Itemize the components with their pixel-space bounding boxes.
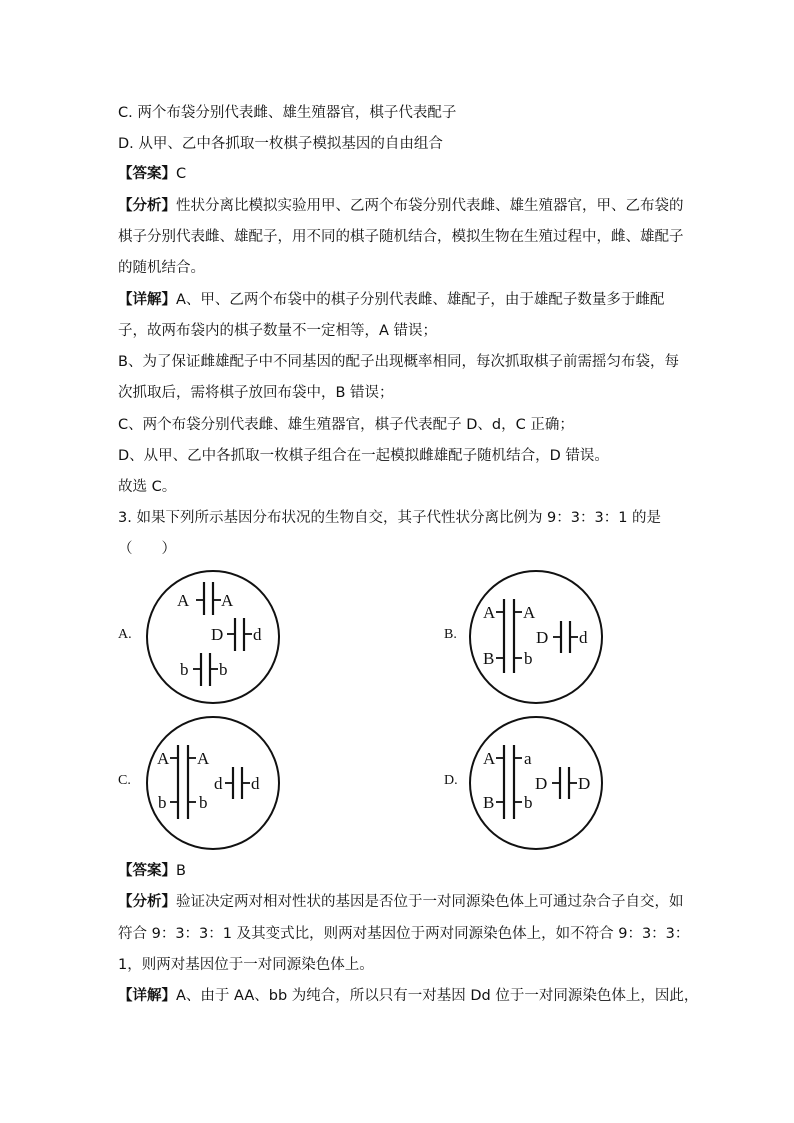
gene-b-left: B [483,649,495,668]
analysis-1-c: 的随机结合。 [118,260,205,276]
option-c-label: C. [118,773,131,788]
detail-text: A、甲、乙两个布袋中的棋子分别代表雌、雄配子，由于雄配子数量多于雌配 [176,292,665,308]
detail-tag: 【详解】 [118,292,176,308]
option-a-label: A. [118,627,132,642]
gene-a-left: A [157,749,170,768]
gene-d-left: D [211,625,224,644]
diagram-c [143,713,283,853]
gene-a-right: a [524,749,532,768]
detail-1-b: 子，故两布袋内的棋子数量不一定相等，A 错误； [118,323,438,339]
gene-b-right: b [524,793,533,812]
detail-1-g: 故选 C。 [118,479,177,495]
question-3-b: （ ） [118,541,176,557]
option-d-text: D. 从甲、乙中各抓取一枚棋子模拟基因的自由组合 [118,136,443,152]
gene-d-left: D [536,628,549,647]
gene-d-right: d [251,774,260,793]
analysis-1-a [118,196,684,216]
gene-d-right: d [253,625,262,644]
analysis-1-b: 棋子分别代表雌、雄配子，用不同的棋子随机结合，模拟生物在生殖过程中，雌、雄配子 [118,229,684,245]
detail-1-a [118,290,664,310]
detail-1-d: 次抓取后，需将棋子放回布袋中，B 错误； [118,385,394,401]
gene-d-right: D [578,774,591,793]
gene-b-right: b [524,649,533,668]
analysis-tag: 【分析】 [118,198,176,214]
diagram-b [466,567,606,707]
answer-1 [118,164,186,184]
answer-2 [118,861,186,881]
analysis-2-c: 1，则两对基因位于一对同源染色体上。 [118,957,374,973]
gene-a-right: A [197,749,210,768]
answer-value: C [176,166,187,182]
gene-d-right: d [579,628,588,647]
detail-1-f: D、从甲、乙中各抓取一枚棋子组合在一起模拟雌雄配子随机结合，D 错误。 [118,448,609,464]
answer-tag: 【答案】 [118,166,176,182]
diagram-d [466,713,606,853]
option-c-text: C. 两个布袋分别代表雌、雄生殖器官，棋子代表配子 [118,105,457,121]
gene-b-right: b [219,660,228,679]
answer-value: B [176,863,186,879]
gene-a-left: A [177,591,190,610]
gene-a-left: A [483,749,496,768]
detail-tag: 【详解】 [118,988,176,1004]
analysis-text: 性状分离比模拟实验用甲、乙两个布袋分别代表雌、雄生殖器官，甲、乙布袋的 [176,198,684,214]
analysis-text: 验证决定两对相对性状的基因是否位于一对同源染色体上可通过杂合子自交，如 [176,894,684,910]
analysis-tag: 【分析】 [118,894,176,910]
gene-b-left: B [483,793,495,812]
detail-2-a [118,986,698,1006]
question-3-a: 3. 如果下列所示基因分布状况的生物自交，其子代性状分离比例为 9：3：3：1 的是 [118,510,662,526]
gene-a-right: A [221,591,234,610]
gene-a-right: A [523,603,536,622]
detail-1-e: C、两个布袋分别代表雌、雄生殖器官，棋子代表配子 D、d，C 正确； [118,417,574,433]
gene-b-left: b [158,793,167,812]
detail-text: A、由于 AA、bb 为纯合，所以只有一对基因 Dd 位于一对同源染色体上，因此， [176,988,699,1004]
gene-d-left: D [535,774,548,793]
analysis-2-a [118,892,684,912]
answer-tag: 【答案】 [118,863,176,879]
detail-1-c: B、为了保证雌雄配子中不同基因的配子出现概率相同，每次抓取棋子前需摇匀布袋，每 [118,354,679,370]
gene-b-right: b [199,793,208,812]
option-b-label: B. [444,627,457,642]
analysis-2-b: 符合 9：3：3：1 及其变式比，则两对基因位于两对同源染色体上，如不符合 9：3：3： [118,926,690,942]
gene-b-left: b [180,660,189,679]
option-d-label: D. [444,773,458,788]
gene-a-left: A [483,603,496,622]
gene-d-left: d [214,774,223,793]
diagram-a [143,567,283,707]
